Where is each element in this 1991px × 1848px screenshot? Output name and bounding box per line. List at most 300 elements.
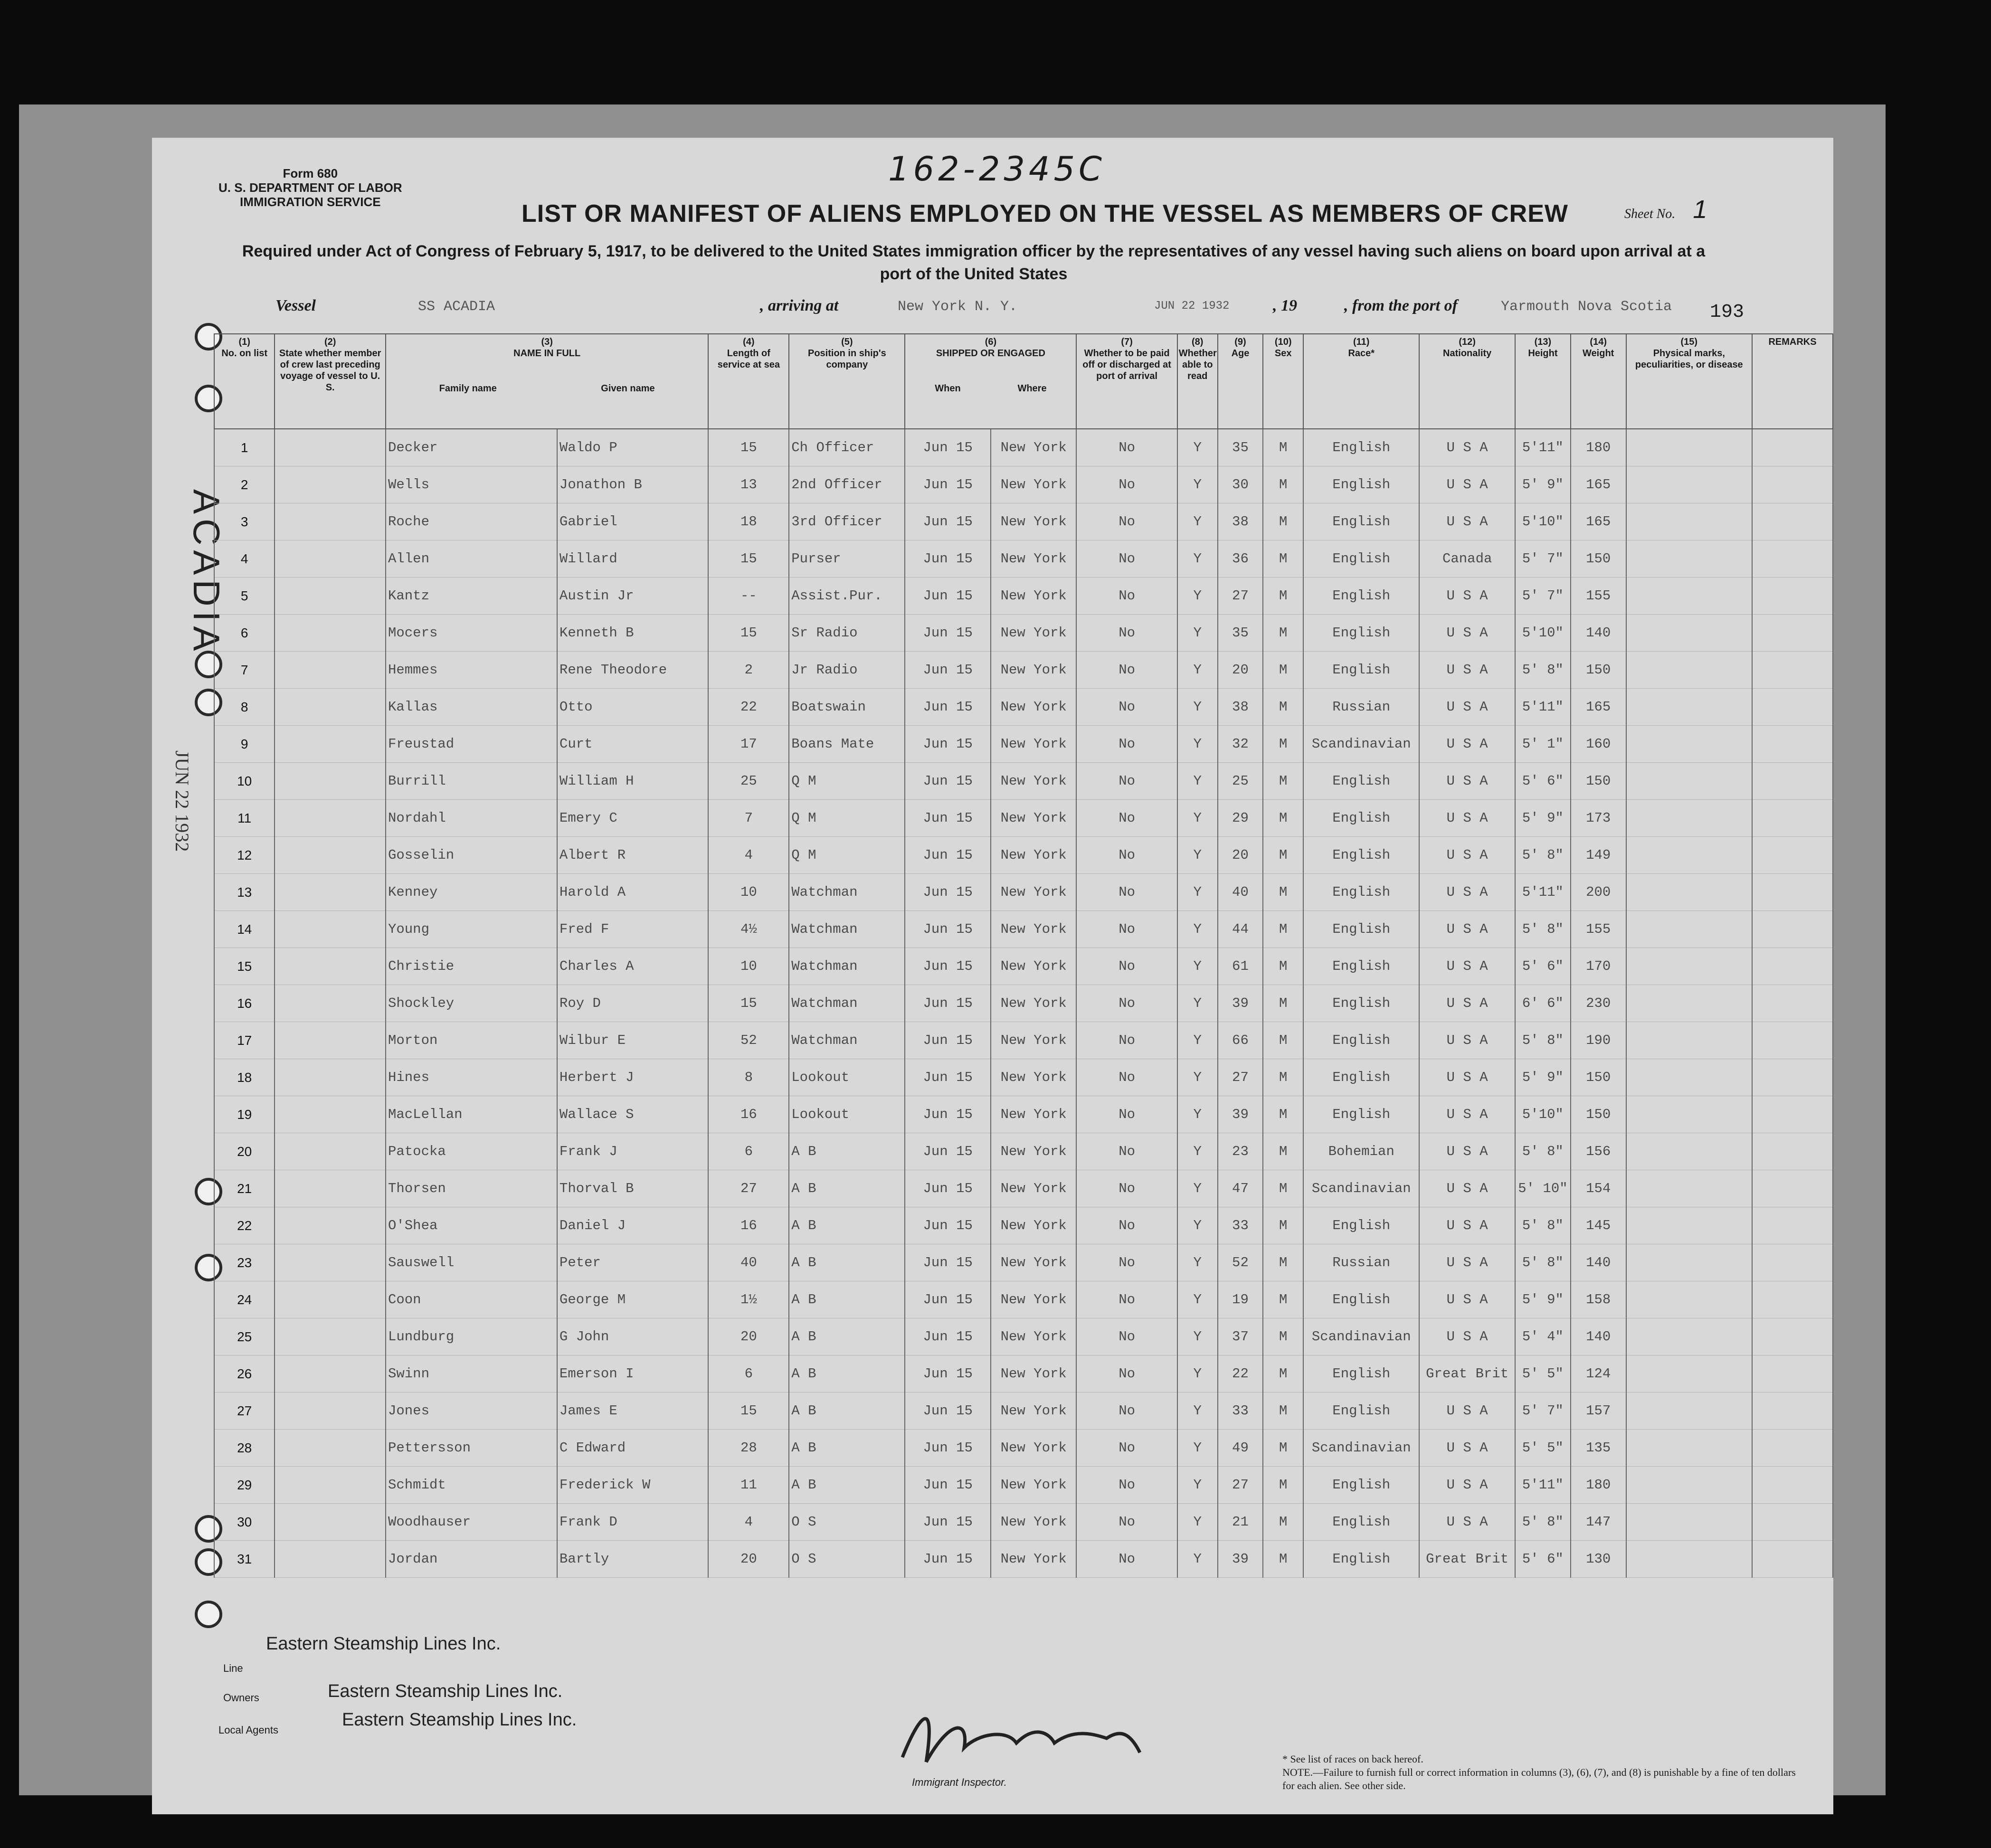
cell-marks xyxy=(1626,503,1752,540)
cell-sex: M xyxy=(1263,1504,1303,1541)
cell-no: 31 xyxy=(214,1541,275,1578)
cell-no: 21 xyxy=(214,1170,275,1207)
cell-prev xyxy=(275,1133,386,1170)
cell-age: 49 xyxy=(1218,1430,1263,1467)
cell-marks xyxy=(1626,578,1752,615)
agents-value: Eastern Steamship Lines Inc. xyxy=(342,1710,577,1730)
cell-given: Wallace S xyxy=(557,1096,709,1133)
cell-service: 15 xyxy=(708,985,789,1022)
cell-read: Y xyxy=(1177,1318,1218,1355)
cell-no: 27 xyxy=(214,1393,275,1430)
cell-family: Burrill xyxy=(386,763,557,800)
cell-prev xyxy=(275,1318,386,1355)
handwritten-number: 162-2345C xyxy=(888,150,1106,189)
cell-remarks xyxy=(1752,1393,1833,1430)
cell-race: English xyxy=(1303,615,1419,652)
col-number: (12) xyxy=(1459,337,1476,347)
col-remarks xyxy=(1752,334,1833,429)
cell-when: Jun 15 xyxy=(905,800,990,837)
cell-prev xyxy=(275,837,386,874)
cell-nationality: Canada xyxy=(1419,540,1515,578)
cell-sex: M xyxy=(1263,429,1303,466)
cell-position: A B xyxy=(789,1393,905,1430)
cell-sex: M xyxy=(1263,1281,1303,1318)
crew-table xyxy=(214,333,1833,1578)
cell-given: Emery C xyxy=(557,800,709,837)
cell-weight: 165 xyxy=(1571,466,1626,503)
table-row xyxy=(214,1355,1833,1393)
cell-family: Allen xyxy=(386,540,557,578)
cell-height: 5' 8" xyxy=(1515,1504,1571,1541)
cell-paid_off: No xyxy=(1076,429,1177,466)
cell-when: Jun 15 xyxy=(905,1318,990,1355)
cell-sex: M xyxy=(1263,1170,1303,1207)
cell-prev xyxy=(275,1504,386,1541)
cell-remarks xyxy=(1752,1467,1833,1504)
table-row xyxy=(214,689,1833,726)
cell-age: 52 xyxy=(1218,1244,1263,1281)
cell-read: Y xyxy=(1177,1281,1218,1318)
cell-when: Jun 15 xyxy=(905,578,990,615)
year-label: , 19 xyxy=(1273,297,1297,314)
cell-age: 20 xyxy=(1218,652,1263,689)
cell-when: Jun 15 xyxy=(905,1133,990,1170)
col-weight xyxy=(1571,334,1626,429)
cell-marks xyxy=(1626,540,1752,578)
cell-sex: M xyxy=(1263,911,1303,948)
cell-given: Daniel J xyxy=(557,1207,709,1244)
cell-prev xyxy=(275,1170,386,1207)
table-row xyxy=(214,800,1833,837)
cell-marks xyxy=(1626,1430,1752,1467)
table-row xyxy=(214,874,1833,911)
cell-family: Coon xyxy=(386,1281,557,1318)
cell-read: Y xyxy=(1177,1096,1218,1133)
cell-paid_off: No xyxy=(1076,1207,1177,1244)
cell-marks xyxy=(1626,911,1752,948)
cell-height: 5' 7" xyxy=(1515,1393,1571,1430)
cell-where: New York xyxy=(991,1355,1077,1393)
cell-sex: M xyxy=(1263,800,1303,837)
cell-family: Thorsen xyxy=(386,1170,557,1207)
cell-when: Jun 15 xyxy=(905,503,990,540)
footer xyxy=(190,1634,1805,1800)
cell-family: Shockley xyxy=(386,985,557,1022)
cell-sex: M xyxy=(1263,837,1303,874)
cell-age: 33 xyxy=(1218,1393,1263,1430)
table-row xyxy=(214,985,1833,1022)
page-title: LIST OR MANIFEST OF ALIENS EMPLOYED ON THE VESSEL AS MEMBERS OF CREW xyxy=(521,200,1568,227)
cell-no: 18 xyxy=(214,1059,275,1096)
cell-race: English xyxy=(1303,1281,1419,1318)
cell-given: Charles A xyxy=(557,948,709,985)
cell-when: Jun 15 xyxy=(905,615,990,652)
cell-weight: 140 xyxy=(1571,1244,1626,1281)
cell-nationality: U S A xyxy=(1419,800,1515,837)
cell-when: Jun 15 xyxy=(905,763,990,800)
cell-sex: M xyxy=(1263,615,1303,652)
cell-weight: 180 xyxy=(1571,1467,1626,1504)
inspector-signature xyxy=(893,1691,1159,1786)
cell-weight: 150 xyxy=(1571,1096,1626,1133)
cell-family: Freustad xyxy=(386,726,557,763)
cell-prev xyxy=(275,578,386,615)
col-number: (6) xyxy=(985,337,997,347)
cell-height: 5'10" xyxy=(1515,503,1571,540)
inspector-label: Immigrant Inspector. xyxy=(912,1776,1007,1788)
cell-paid_off: No xyxy=(1076,1244,1177,1281)
cell-age: 38 xyxy=(1218,503,1263,540)
cell-height: 5'11" xyxy=(1515,429,1571,466)
col-number: (3) xyxy=(541,337,553,347)
cell-position: Boatswain xyxy=(789,689,905,726)
cell-given: Gabriel xyxy=(557,503,709,540)
from-port: Yarmouth Nova Scotia xyxy=(1501,299,1672,315)
col-read xyxy=(1177,334,1218,429)
cell-remarks xyxy=(1752,837,1833,874)
cell-prev xyxy=(275,1355,386,1393)
cell-given: Harold A xyxy=(557,874,709,911)
table-row xyxy=(214,1430,1833,1467)
col-name xyxy=(386,334,708,429)
cell-service: 16 xyxy=(708,1096,789,1133)
page-subtitle: Required under Act of Congress of February 5, 1917, to be delivered to the United States immigration officer by the representatives of any vessel having such aliens on board upon arrival at a port of the United States xyxy=(242,242,1706,283)
cell-given: Wilbur E xyxy=(557,1022,709,1059)
cell-sex: M xyxy=(1263,689,1303,726)
cell-remarks xyxy=(1752,948,1833,985)
cell-sex: M xyxy=(1263,948,1303,985)
cell-race: Russian xyxy=(1303,1244,1419,1281)
cell-no: 13 xyxy=(214,874,275,911)
cell-marks xyxy=(1626,763,1752,800)
col-number: (9) xyxy=(1234,337,1246,347)
cell-race: English xyxy=(1303,578,1419,615)
table-row xyxy=(214,1281,1833,1318)
cell-prev xyxy=(275,911,386,948)
cell-service: 18 xyxy=(708,503,789,540)
cell-height: 5' 1" xyxy=(1515,726,1571,763)
cell-service: 15 xyxy=(708,540,789,578)
cell-service: 15 xyxy=(708,429,789,466)
cell-height: 5'10" xyxy=(1515,615,1571,652)
cell-sex: M xyxy=(1263,1244,1303,1281)
cell-position: O S xyxy=(789,1504,905,1541)
cell-position: Assist.Pur. xyxy=(789,578,905,615)
cell-sex: M xyxy=(1263,1541,1303,1578)
cell-paid_off: No xyxy=(1076,837,1177,874)
cell-read: Y xyxy=(1177,1022,1218,1059)
cell-age: 22 xyxy=(1218,1355,1263,1393)
cell-race: English xyxy=(1303,540,1419,578)
cell-when: Jun 15 xyxy=(905,1541,990,1578)
cell-weight: 124 xyxy=(1571,1355,1626,1393)
col-race xyxy=(1303,334,1419,429)
cell-family: Kenney xyxy=(386,874,557,911)
col-label: Height xyxy=(1528,348,1558,359)
cell-position: Watchman xyxy=(789,985,905,1022)
cell-prev xyxy=(275,689,386,726)
table-row xyxy=(214,429,1833,466)
cell-given: Rene Theodore xyxy=(557,652,709,689)
form-department: U. S. DEPARTMENT OF LABOR xyxy=(218,180,402,195)
col-service xyxy=(708,334,789,429)
cell-family: Hines xyxy=(386,1059,557,1096)
cell-family: Patocka xyxy=(386,1133,557,1170)
cell-age: 25 xyxy=(1218,763,1263,800)
table-row xyxy=(214,726,1833,763)
table-row xyxy=(214,1207,1833,1244)
cell-marks xyxy=(1626,615,1752,652)
col-nationality xyxy=(1419,334,1515,429)
cell-read: Y xyxy=(1177,1467,1218,1504)
cell-nationality: U S A xyxy=(1419,1133,1515,1170)
cell-when: Jun 15 xyxy=(905,1059,990,1096)
cell-marks xyxy=(1626,1467,1752,1504)
cell-when: Jun 15 xyxy=(905,1430,990,1467)
cell-marks xyxy=(1626,1393,1752,1430)
cell-height: 5' 8" xyxy=(1515,652,1571,689)
cell-age: 36 xyxy=(1218,540,1263,578)
cell-paid_off: No xyxy=(1076,1355,1177,1393)
cell-race: English xyxy=(1303,911,1419,948)
cell-nationality: U S A xyxy=(1419,1022,1515,1059)
cell-paid_off: No xyxy=(1076,1504,1177,1541)
vessel-name: SS ACADIA xyxy=(418,299,495,315)
cell-where: New York xyxy=(991,689,1077,726)
cell-nationality: Great Brit xyxy=(1419,1355,1515,1393)
cell-service: 1½ xyxy=(708,1281,789,1318)
cell-no: 10 xyxy=(214,763,275,800)
table-row xyxy=(214,1133,1833,1170)
cell-read: Y xyxy=(1177,615,1218,652)
col-label: NAME IN FULL xyxy=(513,348,581,359)
table-row xyxy=(214,1318,1833,1355)
cell-height: 5' 7" xyxy=(1515,578,1571,615)
cell-service: 17 xyxy=(708,726,789,763)
col-number: (2) xyxy=(324,337,336,347)
cell-read: Y xyxy=(1177,1430,1218,1467)
cell-sex: M xyxy=(1263,1355,1303,1393)
cell-no: 11 xyxy=(214,800,275,837)
cell-where: New York xyxy=(991,1059,1077,1096)
cell-remarks xyxy=(1752,911,1833,948)
cell-nationality: U S A xyxy=(1419,429,1515,466)
cell-age: 39 xyxy=(1218,1541,1263,1578)
cell-weight: 150 xyxy=(1571,540,1626,578)
cell-service: 10 xyxy=(708,874,789,911)
cell-given: Waldo P xyxy=(557,429,709,466)
cell-service: 16 xyxy=(708,1207,789,1244)
cell-family: Mocers xyxy=(386,615,557,652)
cell-no: 3 xyxy=(214,503,275,540)
cell-service: 25 xyxy=(708,763,789,800)
col-age xyxy=(1218,334,1263,429)
cell-no: 17 xyxy=(214,1022,275,1059)
cell-weight: 130 xyxy=(1571,1541,1626,1578)
cell-sex: M xyxy=(1263,540,1303,578)
cell-service: 13 xyxy=(708,466,789,503)
col-label: Physical marks, peculiarities, or disease xyxy=(1635,348,1743,370)
col-number: (13) xyxy=(1534,337,1552,347)
cell-age: 20 xyxy=(1218,837,1263,874)
cell-weight: 150 xyxy=(1571,652,1626,689)
col-marks xyxy=(1626,334,1752,429)
cell-height: 5'10" xyxy=(1515,1096,1571,1133)
cell-sex: M xyxy=(1263,1393,1303,1430)
cell-read: Y xyxy=(1177,911,1218,948)
cell-height: 5' 8" xyxy=(1515,911,1571,948)
cell-service: 27 xyxy=(708,1170,789,1207)
cell-remarks xyxy=(1752,652,1833,689)
cell-service: 40 xyxy=(708,1244,789,1281)
cell-when: Jun 15 xyxy=(905,652,990,689)
cell-given: George M xyxy=(557,1281,709,1318)
cell-age: 19 xyxy=(1218,1281,1263,1318)
cell-read: Y xyxy=(1177,652,1218,689)
col-number: (4) xyxy=(743,337,755,347)
cell-where: New York xyxy=(991,615,1077,652)
cell-prev xyxy=(275,1059,386,1096)
cell-marks xyxy=(1626,1355,1752,1393)
cell-remarks xyxy=(1752,466,1833,503)
table-row xyxy=(214,1059,1833,1096)
cell-position: Purser xyxy=(789,540,905,578)
cell-age: 30 xyxy=(1218,466,1263,503)
table-row xyxy=(214,466,1833,503)
margin-date: JUN 22 1932 xyxy=(171,750,193,852)
cell-age: 44 xyxy=(1218,911,1263,948)
cell-service: 28 xyxy=(708,1430,789,1467)
cell-where: New York xyxy=(991,763,1077,800)
cell-race: English xyxy=(1303,948,1419,985)
cell-where: New York xyxy=(991,1467,1077,1504)
cell-paid_off: No xyxy=(1076,1133,1177,1170)
vessel-line xyxy=(275,297,1700,325)
cell-weight: 180 xyxy=(1571,429,1626,466)
cell-age: 33 xyxy=(1218,1207,1263,1244)
col-number: (1) xyxy=(238,337,250,347)
cell-where: New York xyxy=(991,652,1077,689)
col-sex xyxy=(1263,334,1303,429)
cell-when: Jun 15 xyxy=(905,948,990,985)
cell-service: 7 xyxy=(708,800,789,837)
cell-age: 39 xyxy=(1218,985,1263,1022)
col-number: (7) xyxy=(1121,337,1133,347)
cell-nationality: U S A xyxy=(1419,1096,1515,1133)
cell-paid_off: No xyxy=(1076,540,1177,578)
cell-age: 21 xyxy=(1218,1504,1263,1541)
cell-height: 5' 8" xyxy=(1515,1022,1571,1059)
cell-weight: 150 xyxy=(1571,1059,1626,1096)
cell-prev xyxy=(275,466,386,503)
cell-nationality: U S A xyxy=(1419,911,1515,948)
cell-remarks xyxy=(1752,1133,1833,1170)
cell-read: Y xyxy=(1177,540,1218,578)
table-row xyxy=(214,837,1833,874)
footnote-races: * See list of races on back hereof. xyxy=(1282,1753,1423,1765)
cell-when: Jun 15 xyxy=(905,466,990,503)
cell-family: Young xyxy=(386,911,557,948)
cell-service: 20 xyxy=(708,1318,789,1355)
table-row xyxy=(214,1541,1833,1578)
cell-remarks xyxy=(1752,503,1833,540)
col-label: Weight xyxy=(1583,348,1614,359)
from-port-label: , from the port of xyxy=(1344,297,1458,314)
cell-given: Peter xyxy=(557,1244,709,1281)
cell-age: 38 xyxy=(1218,689,1263,726)
cell-age: 40 xyxy=(1218,874,1263,911)
cell-family: Swinn xyxy=(386,1355,557,1393)
cell-sex: M xyxy=(1263,1133,1303,1170)
col-number: (5) xyxy=(841,337,853,347)
footnote xyxy=(1282,1753,1805,1792)
cell-race: English xyxy=(1303,1504,1419,1541)
cell-marks xyxy=(1626,1244,1752,1281)
cell-weight: 147 xyxy=(1571,1504,1626,1541)
cell-nationality: Great Brit xyxy=(1419,1541,1515,1578)
cell-height: 5' 6" xyxy=(1515,763,1571,800)
cell-remarks xyxy=(1752,578,1833,615)
cell-race: English xyxy=(1303,985,1419,1022)
cell-read: Y xyxy=(1177,874,1218,911)
cell-height: 5' 8" xyxy=(1515,1207,1571,1244)
cell-position: A B xyxy=(789,1281,905,1318)
cell-marks xyxy=(1626,466,1752,503)
cell-service: 11 xyxy=(708,1467,789,1504)
cell-when: Jun 15 xyxy=(905,1393,990,1430)
cell-sex: M xyxy=(1263,652,1303,689)
cell-age: 23 xyxy=(1218,1133,1263,1170)
cell-remarks xyxy=(1752,874,1833,911)
col-number: (15) xyxy=(1680,337,1698,347)
cell-age: 35 xyxy=(1218,429,1263,466)
cell-where: New York xyxy=(991,466,1077,503)
header-row xyxy=(214,334,1833,429)
cell-service: 15 xyxy=(708,1393,789,1430)
cell-service: 10 xyxy=(708,948,789,985)
cell-nationality: U S A xyxy=(1419,615,1515,652)
col-family-name: Family name xyxy=(439,383,497,394)
table-row xyxy=(214,911,1833,948)
cell-family: Woodhauser xyxy=(386,1504,557,1541)
cell-paid_off: No xyxy=(1076,503,1177,540)
cell-no: 14 xyxy=(214,911,275,948)
cell-race: Scandinavian xyxy=(1303,1430,1419,1467)
cell-where: New York xyxy=(991,911,1077,948)
cell-where: New York xyxy=(991,1096,1077,1133)
cell-nationality: U S A xyxy=(1419,503,1515,540)
table-row xyxy=(214,615,1833,652)
cell-remarks xyxy=(1752,429,1833,466)
cell-position: Watchman xyxy=(789,874,905,911)
cell-paid_off: No xyxy=(1076,615,1177,652)
cell-nationality: U S A xyxy=(1419,1059,1515,1096)
cell-no: 23 xyxy=(214,1244,275,1281)
cell-position: Q M xyxy=(789,763,905,800)
cell-marks xyxy=(1626,1504,1752,1541)
cell-position: Sr Radio xyxy=(789,615,905,652)
cell-when: Jun 15 xyxy=(905,540,990,578)
cell-position: O S xyxy=(789,1541,905,1578)
cell-age: 66 xyxy=(1218,1022,1263,1059)
cell-paid_off: No xyxy=(1076,1541,1177,1578)
cell-remarks xyxy=(1752,763,1833,800)
cell-when: Jun 15 xyxy=(905,1207,990,1244)
cell-sex: M xyxy=(1263,1207,1303,1244)
cell-prev xyxy=(275,985,386,1022)
manifest-sheet xyxy=(152,138,1833,1814)
cell-read: Y xyxy=(1177,726,1218,763)
